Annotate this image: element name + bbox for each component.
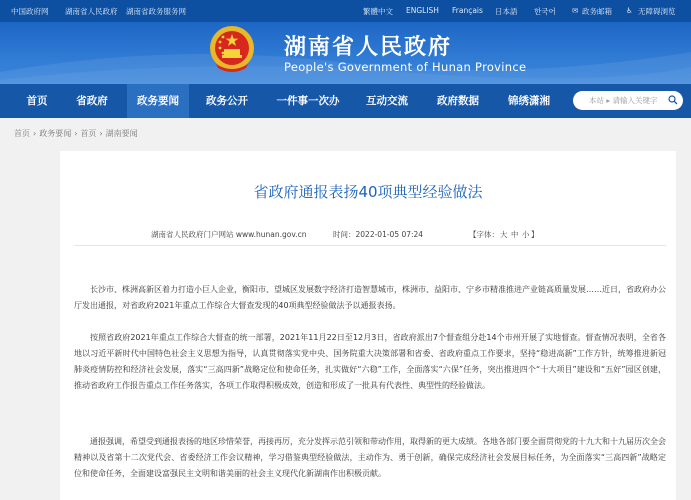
accessibility-icon[interactable]: ♿ [626, 6, 633, 15]
search-input[interactable]: 本站 ▸ 请输入关键字 [589, 96, 658, 105]
nav-gov-affairs-open[interactable]: 政务公开 [206, 95, 248, 107]
link-korean[interactable]: 한국어 [534, 7, 556, 16]
link-hunan-service[interactable]: 湖南省政务服务网 [126, 7, 186, 16]
breadcrumb-separator: › [99, 129, 103, 138]
article-paragraph-2: 按照省政府2021年重点工作综合大督查的统一部署，2021年11月22日至12月3日，省政府派出7个督查组分赴14个市州开展了实地督查。督查情况表明，全省各地以习近平新时代中国特色社会主义思想为指导，认真贯彻落实党中央、国务院重大决策部署和省委、省政府重点工作要求，坚持“稳进高新”工作方针，统筹推进新冠肺炎疫情防控和经济社会发展，落实“三高四新”战略定位和使命任务，扎实做好“六稳”工作，全面落实“六保”任务，突出推进四个“十大项目”建设和“五好”园区创建，推动省政府工作报告重点工作任务落实，各项工作取得积极成效，创造和形成了一批具有代表性、典型性的经验做法。 [74, 333, 666, 390]
search-box[interactable] [573, 91, 683, 110]
font-size-large[interactable]: 大 [500, 230, 508, 239]
article-title: 省政府通报表扬40项典型经验做法 [253, 183, 483, 201]
breadcrumb-separator: › [74, 129, 78, 138]
nav-provincial-gov[interactable]: 省政府 [76, 95, 108, 107]
link-gov-mail[interactable]: 政务邮箱 [582, 7, 612, 16]
link-china-gov[interactable]: 中国政府网 [11, 7, 49, 16]
article-paragraph-3: 通报强调，希望受到通报表扬的地区珍惜荣誉，再接再厉，充分发挥示范引领和带动作用，取得新的更大成绩。各地各部门要全面贯彻党的十九大和十九届历次全会精神以及省第十二次党代会、省委经济工作会议精神，学习借鉴典型经验做法，主动作为、勇于创新，确保完成经济社会发展目标任务，为全面落实“三高四新”战略定位和使命任务，全面建设富强民主文明和谐美丽的社会主义现代化新湖南作出积极贡献。 [74, 437, 666, 478]
font-size-medium[interactable]: 中 [511, 230, 519, 239]
breadcrumb-gov-news[interactable]: 政务要闻 [39, 129, 72, 138]
nav-jinxiu-xiaoxiang[interactable]: 锦绣潇湘 [508, 95, 550, 107]
article-source: 湖南省人民政府门户网站 www.hunan.gov.cn [151, 230, 307, 239]
breadcrumb-home-2[interactable]: 首页 [80, 129, 97, 138]
link-french[interactable]: Français [452, 6, 483, 15]
link-accessibility[interactable]: 无障碍浏览 [638, 7, 676, 16]
site-subtitle: People's Government of Hunan Province [284, 60, 527, 74]
link-traditional-chinese[interactable]: 繁體中文 [363, 7, 393, 16]
breadcrumb-separator: › [33, 129, 37, 138]
breadcrumb [14, 128, 138, 139]
article-divider [74, 245, 666, 246]
font-size-end: 】 [531, 230, 539, 239]
font-size-label: 【字体： [469, 230, 499, 239]
header-banner [0, 22, 691, 84]
breadcrumb-hunan-news[interactable]: 湖南要闻 [105, 129, 138, 138]
nav-gov-data[interactable]: 政府数据 [437, 95, 479, 107]
link-hunan-gov[interactable]: 湖南省人民政府 [65, 7, 118, 16]
nav-interaction[interactable]: 互动交流 [366, 95, 408, 107]
nav-home[interactable]: 首页 [26, 95, 48, 107]
top-utility-bar [0, 0, 691, 22]
link-japanese[interactable]: 日本語 [495, 7, 518, 16]
mail-icon[interactable]: ✉ [572, 6, 579, 15]
font-size-small[interactable]: 小 [522, 230, 530, 239]
nav-one-thing-once[interactable]: 一件事一次办 [276, 95, 340, 107]
article-time: 时间：2022-01-05 07:24 [333, 230, 424, 239]
site-title[interactable]: 湖南省人民政府 [284, 35, 453, 60]
search-icon[interactable] [668, 95, 678, 105]
breadcrumb-home[interactable]: 首页 [14, 129, 30, 138]
article-paragraph-1: 长沙市、株洲高新区着力打造小巨人企业，衡阳市、望城区发展数字经济打造智慧城市，株洲市、益阳市、宁乡市精准推进产业链高质量发展……近日，省政府办公厅发出通报，对省政府2021年重点工作综合大督查发现的40项典型经验做法予以通报表扬。 [74, 285, 666, 310]
nav-gov-news[interactable]: 政务要闻 [127, 84, 189, 118]
link-english[interactable]: ENGLISH [406, 6, 439, 15]
national-emblem-icon[interactable] [208, 24, 256, 74]
